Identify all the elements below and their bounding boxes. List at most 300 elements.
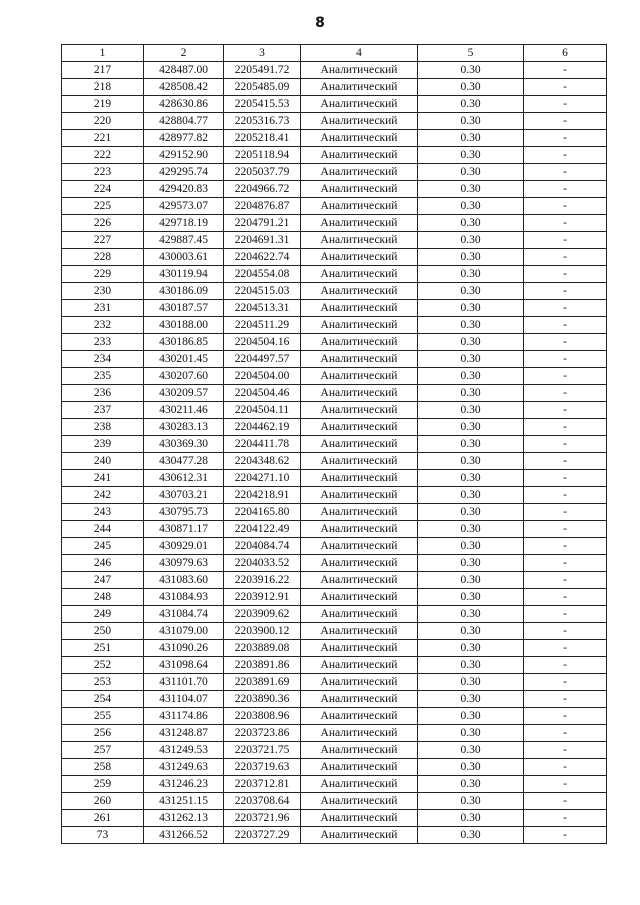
point-number-cell: 251: [62, 640, 144, 657]
method-cell: Аналитический: [301, 810, 418, 827]
accuracy-cell: 0.30: [418, 623, 524, 640]
method-cell: Аналитический: [301, 674, 418, 691]
method-cell: Аналитический: [301, 317, 418, 334]
point-number-cell: 240: [62, 453, 144, 470]
point-number-cell: 224: [62, 181, 144, 198]
y-coordinate-cell: 2204462.19: [224, 419, 301, 436]
method-cell: Аналитический: [301, 776, 418, 793]
note-cell: -: [524, 793, 607, 810]
note-cell: -: [524, 317, 607, 334]
table-row: [62, 164, 607, 181]
method-cell: Аналитический: [301, 300, 418, 317]
note-cell: -: [524, 96, 607, 113]
note-cell: -: [524, 589, 607, 606]
coordinates-table: [61, 44, 607, 844]
accuracy-cell: 0.30: [418, 385, 524, 402]
table-body: [62, 62, 607, 844]
point-number-cell: 229: [62, 266, 144, 283]
method-cell: Аналитический: [301, 725, 418, 742]
accuracy-cell: 0.30: [418, 113, 524, 130]
point-number-cell: 254: [62, 691, 144, 708]
table-row: [62, 266, 607, 283]
note-cell: -: [524, 266, 607, 283]
table-row: [62, 453, 607, 470]
accuracy-cell: 0.30: [418, 215, 524, 232]
x-coordinate-cell: 430186.09: [144, 283, 224, 300]
note-cell: -: [524, 725, 607, 742]
note-cell: -: [524, 215, 607, 232]
x-coordinate-cell: 430369.30: [144, 436, 224, 453]
accuracy-cell: 0.30: [418, 555, 524, 572]
x-coordinate-cell: 428804.77: [144, 113, 224, 130]
accuracy-cell: 0.30: [418, 691, 524, 708]
point-number-cell: 253: [62, 674, 144, 691]
point-number-cell: 227: [62, 232, 144, 249]
accuracy-cell: 0.30: [418, 198, 524, 215]
y-coordinate-cell: 2205037.79: [224, 164, 301, 181]
accuracy-cell: 0.30: [418, 657, 524, 674]
table-row: [62, 470, 607, 487]
y-coordinate-cell: 2204966.72: [224, 181, 301, 198]
point-number-cell: 228: [62, 249, 144, 266]
method-cell: Аналитический: [301, 504, 418, 521]
point-number-cell: 246: [62, 555, 144, 572]
method-cell: Аналитический: [301, 130, 418, 147]
y-coordinate-cell: 2204504.46: [224, 385, 301, 402]
y-coordinate-cell: 2205415.53: [224, 96, 301, 113]
table-row: [62, 79, 607, 96]
note-cell: -: [524, 164, 607, 181]
note-cell: -: [524, 572, 607, 589]
y-coordinate-cell: 2205118.94: [224, 147, 301, 164]
note-cell: -: [524, 300, 607, 317]
x-coordinate-cell: 430003.61: [144, 249, 224, 266]
x-coordinate-cell: 429152.90: [144, 147, 224, 164]
point-number-cell: 252: [62, 657, 144, 674]
method-cell: Аналитический: [301, 62, 418, 79]
method-cell: Аналитический: [301, 640, 418, 657]
table-row: [62, 555, 607, 572]
method-cell: Аналитический: [301, 538, 418, 555]
point-number-cell: 258: [62, 759, 144, 776]
table-row: [62, 198, 607, 215]
accuracy-cell: 0.30: [418, 130, 524, 147]
y-coordinate-cell: 2204622.74: [224, 249, 301, 266]
accuracy-cell: 0.30: [418, 640, 524, 657]
y-coordinate-cell: 2203909.62: [224, 606, 301, 623]
accuracy-cell: 0.30: [418, 436, 524, 453]
table-row: [62, 674, 607, 691]
note-cell: -: [524, 742, 607, 759]
page-number: 8: [315, 15, 325, 31]
accuracy-cell: 0.30: [418, 453, 524, 470]
table-header: [62, 45, 607, 62]
accuracy-cell: 0.30: [418, 827, 524, 844]
table-row: [62, 300, 607, 317]
note-cell: -: [524, 351, 607, 368]
x-coordinate-cell: 430211.46: [144, 402, 224, 419]
method-cell: Аналитический: [301, 657, 418, 674]
accuracy-cell: 0.30: [418, 232, 524, 249]
method-cell: Аналитический: [301, 708, 418, 725]
accuracy-cell: 0.30: [418, 402, 524, 419]
x-coordinate-cell: 430283.13: [144, 419, 224, 436]
method-cell: Аналитический: [301, 232, 418, 249]
point-number-cell: 223: [62, 164, 144, 181]
y-coordinate-cell: 2204271.10: [224, 470, 301, 487]
note-cell: -: [524, 504, 607, 521]
accuracy-cell: 0.30: [418, 810, 524, 827]
x-coordinate-cell: 431084.74: [144, 606, 224, 623]
accuracy-cell: 0.30: [418, 572, 524, 589]
note-cell: -: [524, 776, 607, 793]
note-cell: -: [524, 827, 607, 844]
note-cell: -: [524, 470, 607, 487]
point-number-cell: 231: [62, 300, 144, 317]
table-row: [62, 181, 607, 198]
x-coordinate-cell: 431090.26: [144, 640, 224, 657]
table-row: [62, 538, 607, 555]
y-coordinate-cell: 2203723.86: [224, 725, 301, 742]
note-cell: -: [524, 657, 607, 674]
accuracy-cell: 0.30: [418, 419, 524, 436]
y-coordinate-cell: 2204497.57: [224, 351, 301, 368]
point-number-cell: 249: [62, 606, 144, 623]
method-cell: Аналитический: [301, 572, 418, 589]
point-number-cell: 217: [62, 62, 144, 79]
method-cell: Аналитический: [301, 96, 418, 113]
point-number-cell: 257: [62, 742, 144, 759]
point-number-cell: 255: [62, 708, 144, 725]
table-row: [62, 640, 607, 657]
x-coordinate-cell: 430703.21: [144, 487, 224, 504]
note-cell: -: [524, 334, 607, 351]
accuracy-cell: 0.30: [418, 538, 524, 555]
y-coordinate-cell: 2204122.49: [224, 521, 301, 538]
table-row: [62, 623, 607, 640]
method-cell: Аналитический: [301, 249, 418, 266]
y-coordinate-cell: 2203712.81: [224, 776, 301, 793]
method-cell: Аналитический: [301, 351, 418, 368]
point-number-cell: 250: [62, 623, 144, 640]
note-cell: -: [524, 708, 607, 725]
table-row: [62, 793, 607, 810]
y-coordinate-cell: 2204504.11: [224, 402, 301, 419]
method-cell: Аналитический: [301, 742, 418, 759]
table-row: [62, 504, 607, 521]
column-header: 6: [524, 45, 607, 62]
point-number-cell: 260: [62, 793, 144, 810]
method-cell: Аналитический: [301, 266, 418, 283]
y-coordinate-cell: 2203900.12: [224, 623, 301, 640]
note-cell: -: [524, 419, 607, 436]
accuracy-cell: 0.30: [418, 504, 524, 521]
x-coordinate-cell: 429573.07: [144, 198, 224, 215]
table-row: [62, 708, 607, 725]
accuracy-cell: 0.30: [418, 742, 524, 759]
table-row: [62, 521, 607, 538]
x-coordinate-cell: 430119.94: [144, 266, 224, 283]
note-cell: -: [524, 640, 607, 657]
column-header: 1: [62, 45, 144, 62]
point-number-cell: 222: [62, 147, 144, 164]
accuracy-cell: 0.30: [418, 725, 524, 742]
note-cell: -: [524, 130, 607, 147]
accuracy-cell: 0.30: [418, 589, 524, 606]
y-coordinate-cell: 2205491.72: [224, 62, 301, 79]
y-coordinate-cell: 2204791.21: [224, 215, 301, 232]
y-coordinate-cell: 2203708.64: [224, 793, 301, 810]
y-coordinate-cell: 2204515.03: [224, 283, 301, 300]
x-coordinate-cell: 430186.85: [144, 334, 224, 351]
note-cell: -: [524, 181, 607, 198]
accuracy-cell: 0.30: [418, 487, 524, 504]
y-coordinate-cell: 2204513.31: [224, 300, 301, 317]
table-row: [62, 351, 607, 368]
x-coordinate-cell: 431083.60: [144, 572, 224, 589]
table-row: [62, 572, 607, 589]
x-coordinate-cell: 431262.13: [144, 810, 224, 827]
table-row: [62, 776, 607, 793]
point-number-cell: 238: [62, 419, 144, 436]
table-row: [62, 725, 607, 742]
x-coordinate-cell: 428977.82: [144, 130, 224, 147]
accuracy-cell: 0.30: [418, 334, 524, 351]
note-cell: -: [524, 521, 607, 538]
point-number-cell: 235: [62, 368, 144, 385]
column-header: 5: [418, 45, 524, 62]
y-coordinate-cell: 2203808.96: [224, 708, 301, 725]
accuracy-cell: 0.30: [418, 708, 524, 725]
y-coordinate-cell: 2204691.31: [224, 232, 301, 249]
x-coordinate-cell: 430979.63: [144, 555, 224, 572]
accuracy-cell: 0.30: [418, 351, 524, 368]
point-number-cell: 232: [62, 317, 144, 334]
table-row: [62, 147, 607, 164]
method-cell: Аналитический: [301, 147, 418, 164]
y-coordinate-cell: 2203891.86: [224, 657, 301, 674]
method-cell: Аналитический: [301, 198, 418, 215]
y-coordinate-cell: 2204411.78: [224, 436, 301, 453]
note-cell: -: [524, 283, 607, 300]
method-cell: Аналитический: [301, 453, 418, 470]
table-row: [62, 691, 607, 708]
point-number-cell: 233: [62, 334, 144, 351]
note-cell: -: [524, 147, 607, 164]
method-cell: Аналитический: [301, 283, 418, 300]
note-cell: -: [524, 674, 607, 691]
method-cell: Аналитический: [301, 759, 418, 776]
note-cell: -: [524, 79, 607, 96]
method-cell: Аналитический: [301, 793, 418, 810]
table-row: [62, 334, 607, 351]
x-coordinate-cell: 428630.86: [144, 96, 224, 113]
note-cell: -: [524, 385, 607, 402]
method-cell: Аналитический: [301, 419, 418, 436]
note-cell: -: [524, 453, 607, 470]
point-number-cell: 259: [62, 776, 144, 793]
accuracy-cell: 0.30: [418, 368, 524, 385]
x-coordinate-cell: 430871.17: [144, 521, 224, 538]
point-number-cell: 239: [62, 436, 144, 453]
y-coordinate-cell: 2204218.91: [224, 487, 301, 504]
note-cell: -: [524, 62, 607, 79]
x-coordinate-cell: 429718.19: [144, 215, 224, 232]
table-row: [62, 368, 607, 385]
accuracy-cell: 0.30: [418, 470, 524, 487]
y-coordinate-cell: 2204084.74: [224, 538, 301, 555]
table-row: [62, 283, 607, 300]
x-coordinate-cell: 430929.01: [144, 538, 224, 555]
method-cell: Аналитический: [301, 589, 418, 606]
x-coordinate-cell: 431104.07: [144, 691, 224, 708]
x-coordinate-cell: 430612.31: [144, 470, 224, 487]
note-cell: -: [524, 368, 607, 385]
method-cell: Аналитический: [301, 436, 418, 453]
x-coordinate-cell: 431101.70: [144, 674, 224, 691]
table-row: [62, 232, 607, 249]
table-row: [62, 385, 607, 402]
method-cell: Аналитический: [301, 487, 418, 504]
column-header: 4: [301, 45, 418, 62]
accuracy-cell: 0.30: [418, 300, 524, 317]
point-number-cell: 241: [62, 470, 144, 487]
x-coordinate-cell: 430209.57: [144, 385, 224, 402]
table-row: [62, 589, 607, 606]
point-number-cell: 234: [62, 351, 144, 368]
x-coordinate-cell: 431251.15: [144, 793, 224, 810]
method-cell: Аналитический: [301, 215, 418, 232]
x-coordinate-cell: 429295.74: [144, 164, 224, 181]
point-number-cell: 237: [62, 402, 144, 419]
y-coordinate-cell: 2204504.16: [224, 334, 301, 351]
table-row: [62, 436, 607, 453]
accuracy-cell: 0.30: [418, 266, 524, 283]
point-number-cell: 261: [62, 810, 144, 827]
x-coordinate-cell: 428508.42: [144, 79, 224, 96]
note-cell: -: [524, 538, 607, 555]
method-cell: Аналитический: [301, 606, 418, 623]
point-number-cell: 236: [62, 385, 144, 402]
point-number-cell: 245: [62, 538, 144, 555]
note-cell: -: [524, 691, 607, 708]
accuracy-cell: 0.30: [418, 62, 524, 79]
point-number-cell: 219: [62, 96, 144, 113]
method-cell: Аналитический: [301, 827, 418, 844]
y-coordinate-cell: 2204511.29: [224, 317, 301, 334]
x-coordinate-cell: 430477.28: [144, 453, 224, 470]
accuracy-cell: 0.30: [418, 79, 524, 96]
header-row: [62, 45, 607, 62]
point-number-cell: 243: [62, 504, 144, 521]
method-cell: Аналитический: [301, 334, 418, 351]
point-number-cell: 218: [62, 79, 144, 96]
accuracy-cell: 0.30: [418, 283, 524, 300]
x-coordinate-cell: 431084.93: [144, 589, 224, 606]
method-cell: Аналитический: [301, 623, 418, 640]
point-number-cell: 244: [62, 521, 144, 538]
method-cell: Аналитический: [301, 368, 418, 385]
table-row: [62, 249, 607, 266]
method-cell: Аналитический: [301, 470, 418, 487]
y-coordinate-cell: 2205316.73: [224, 113, 301, 130]
accuracy-cell: 0.30: [418, 674, 524, 691]
x-coordinate-cell: 431098.64: [144, 657, 224, 674]
y-coordinate-cell: 2203890.36: [224, 691, 301, 708]
point-number-cell: 230: [62, 283, 144, 300]
method-cell: Аналитический: [301, 164, 418, 181]
method-cell: Аналитический: [301, 521, 418, 538]
accuracy-cell: 0.30: [418, 147, 524, 164]
note-cell: -: [524, 113, 607, 130]
table-row: [62, 62, 607, 79]
x-coordinate-cell: 431249.63: [144, 759, 224, 776]
y-coordinate-cell: 2203721.96: [224, 810, 301, 827]
accuracy-cell: 0.30: [418, 776, 524, 793]
table-row: [62, 810, 607, 827]
x-coordinate-cell: 429420.83: [144, 181, 224, 198]
table-row: [62, 419, 607, 436]
accuracy-cell: 0.30: [418, 521, 524, 538]
x-coordinate-cell: 429887.45: [144, 232, 224, 249]
method-cell: Аналитический: [301, 385, 418, 402]
method-cell: Аналитический: [301, 402, 418, 419]
table-row: [62, 317, 607, 334]
y-coordinate-cell: 2203727.29: [224, 827, 301, 844]
accuracy-cell: 0.30: [418, 606, 524, 623]
table-row: [62, 96, 607, 113]
y-coordinate-cell: 2205218.41: [224, 130, 301, 147]
method-cell: Аналитический: [301, 113, 418, 130]
column-header: 2: [144, 45, 224, 62]
accuracy-cell: 0.30: [418, 181, 524, 198]
accuracy-cell: 0.30: [418, 317, 524, 334]
method-cell: Аналитический: [301, 79, 418, 96]
note-cell: -: [524, 249, 607, 266]
table-row: [62, 606, 607, 623]
x-coordinate-cell: 430795.73: [144, 504, 224, 521]
x-coordinate-cell: 431079.00: [144, 623, 224, 640]
x-coordinate-cell: 428487.00: [144, 62, 224, 79]
point-number-cell: 73: [62, 827, 144, 844]
point-number-cell: 226: [62, 215, 144, 232]
accuracy-cell: 0.30: [418, 793, 524, 810]
table-row: [62, 742, 607, 759]
note-cell: -: [524, 198, 607, 215]
note-cell: -: [524, 555, 607, 572]
x-coordinate-cell: 430207.60: [144, 368, 224, 385]
y-coordinate-cell: 2204033.52: [224, 555, 301, 572]
note-cell: -: [524, 232, 607, 249]
method-cell: Аналитический: [301, 181, 418, 198]
table-row: [62, 215, 607, 232]
y-coordinate-cell: 2203916.22: [224, 572, 301, 589]
point-number-cell: 221: [62, 130, 144, 147]
y-coordinate-cell: 2203719.63: [224, 759, 301, 776]
point-number-cell: 242: [62, 487, 144, 504]
y-coordinate-cell: 2204554.08: [224, 266, 301, 283]
x-coordinate-cell: 431246.23: [144, 776, 224, 793]
column-header: 3: [224, 45, 301, 62]
x-coordinate-cell: 430187.57: [144, 300, 224, 317]
table-row: [62, 759, 607, 776]
y-coordinate-cell: 2203889.08: [224, 640, 301, 657]
point-number-cell: 220: [62, 113, 144, 130]
y-coordinate-cell: 2204165.80: [224, 504, 301, 521]
point-number-cell: 248: [62, 589, 144, 606]
note-cell: -: [524, 487, 607, 504]
accuracy-cell: 0.30: [418, 96, 524, 113]
